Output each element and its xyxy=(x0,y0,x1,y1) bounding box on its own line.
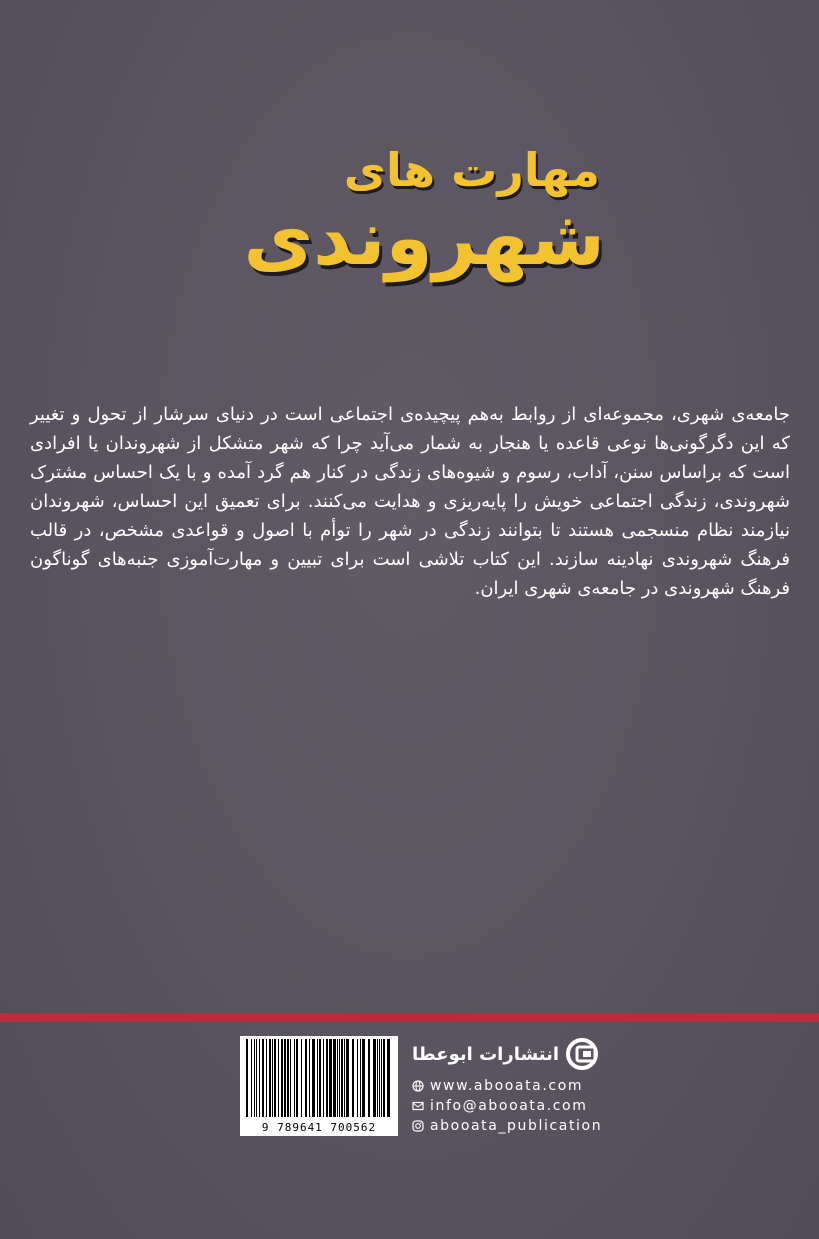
barcode-bar xyxy=(266,1039,267,1117)
email-row xyxy=(412,1096,632,1116)
barcode-bar xyxy=(272,1039,273,1117)
barcode-bar xyxy=(312,1039,315,1117)
barcode-bar xyxy=(357,1039,358,1117)
barcode-bar xyxy=(317,1039,318,1117)
barcode-bar xyxy=(274,1039,276,1117)
barcode-bar xyxy=(262,1039,264,1117)
barcode-bar xyxy=(254,1039,255,1117)
barcode-bar xyxy=(301,1039,302,1117)
barcode-bar xyxy=(333,1039,336,1117)
barcode-bar xyxy=(362,1039,365,1117)
publisher-name: انتشارات ابوعطا xyxy=(412,1043,560,1065)
barcode-bar xyxy=(373,1039,376,1117)
publisher-contacts xyxy=(412,1076,632,1136)
email-text[interactable]: info@abooata.com xyxy=(430,1098,588,1114)
instagram-text[interactable]: abooata_publication xyxy=(430,1118,603,1134)
instagram-row xyxy=(412,1116,632,1136)
barcode-bar xyxy=(383,1039,385,1117)
barcode-bar xyxy=(368,1039,370,1117)
instagram-icon xyxy=(412,1120,424,1132)
barcode-bar xyxy=(387,1039,390,1117)
barcode-bar xyxy=(278,1039,279,1117)
red-divider-band xyxy=(0,1013,819,1022)
barcode-bar xyxy=(379,1039,380,1117)
publisher-logo-row xyxy=(412,1036,632,1072)
publisher-logo-icon xyxy=(565,1037,599,1071)
barcode-bar xyxy=(319,1039,321,1117)
barcode-bar xyxy=(323,1039,324,1117)
barcode-bar xyxy=(246,1039,248,1117)
barcode-bar xyxy=(251,1039,252,1117)
barcode-bar xyxy=(305,1039,307,1117)
barcode-bar xyxy=(259,1039,260,1117)
barcode-bar xyxy=(341,1039,343,1117)
title-line-1: مهارت های xyxy=(343,143,600,197)
mail-icon xyxy=(412,1100,424,1112)
barcode-bar xyxy=(290,1039,291,1117)
isbn-barcode xyxy=(240,1036,398,1136)
barcode-bar xyxy=(256,1039,257,1117)
barcode-bar xyxy=(326,1039,328,1117)
barcode-bars xyxy=(244,1039,394,1119)
barcode-bar xyxy=(339,1039,340,1117)
barcode-bar xyxy=(352,1039,354,1117)
title-line-2: شهروندی xyxy=(243,193,605,282)
barcode-bar xyxy=(296,1039,298,1117)
barcode-bar xyxy=(287,1039,289,1117)
barcode-bar xyxy=(337,1039,338,1117)
barcode-bar xyxy=(381,1039,382,1117)
globe-icon xyxy=(412,1080,424,1092)
barcode-bar xyxy=(377,1039,378,1117)
barcode-bar xyxy=(281,1039,283,1117)
barcode-bar xyxy=(284,1039,286,1117)
barcode-bar xyxy=(329,1039,332,1117)
barcode-bar xyxy=(344,1039,345,1117)
barcode-bar xyxy=(269,1039,271,1117)
barcode-digits: 9 789641 700562 xyxy=(261,1121,377,1134)
barcode-bar xyxy=(346,1039,349,1117)
website-text[interactable]: www.abooata.com xyxy=(430,1078,584,1094)
barcode-bar xyxy=(309,1039,310,1117)
website-row xyxy=(412,1076,632,1096)
blurb-text: جامعه‌ی شهری، مجموعه‌ای از روابط به‌هم پیچیده‌ی اجتماعی است در دنیای سرشار از تحول و تغییر که این دگرگونی‌ها نوعی قاعده یا هنجار به شمار می‌آید چرا که شهر متشکل از شهروندان یا افرادی است که براساس سنن، آداب، رسوم و شیوه‌های زندگی در کنار هم گرد آمده و با یک احساس مشترک شهروندی، زندگی اجتماعی خویش را پایه‌ریزی و هدایت می‌کنند. برای تعمیق این احساس، شهروندان نیازمند نظام منسجمی هستند تا بتوانند زندگی در شهر را توأم با اصول و قواعدی مشخص، در قالب فرهنگ شهروندی نهادینه سازند. این کتاب تلاشی است برای تبیین و مهارت‌آموزی جنبه‌های گوناگون فرهنگ شهروندی در جامعه‌ی شهری ایران. xyxy=(30,404,790,599)
barcode-bar xyxy=(294,1039,295,1117)
publisher-block xyxy=(412,1036,632,1136)
barcode-bar xyxy=(360,1039,361,1117)
